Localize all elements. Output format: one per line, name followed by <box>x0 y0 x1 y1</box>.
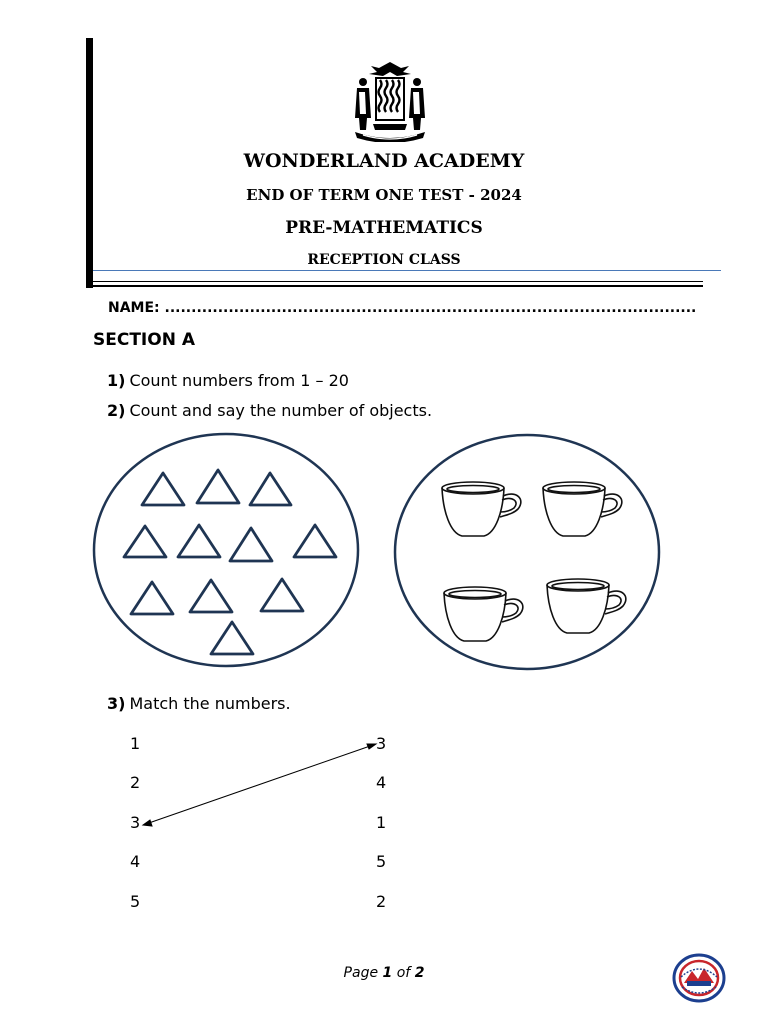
triangle-icon <box>261 579 303 611</box>
triangle-icon <box>211 622 253 654</box>
triangle-icon <box>131 582 173 614</box>
match-right-item: 3 <box>376 734 387 753</box>
cup-icon <box>442 482 521 536</box>
page-total: 2 <box>414 965 425 981</box>
page-of: of <box>392 965 415 981</box>
triangle-icon <box>178 525 220 557</box>
test-title: END OF TERM ONE TEST - 2024 <box>246 186 522 204</box>
school-name: WONDERLAND ACADEMY <box>243 150 525 172</box>
question-3 <box>107 694 291 713</box>
triangle-icon <box>230 528 272 561</box>
match-right-item: 1 <box>376 813 387 832</box>
match-left-item: 5 <box>130 892 141 911</box>
question-text: Match the numbers. <box>129 694 291 713</box>
name-dots: .................................................................................................... <box>164 300 697 316</box>
class-title: RECEPTION CLASS <box>307 252 461 268</box>
triangle-icon <box>197 470 239 503</box>
triangle-icon <box>124 526 166 557</box>
question-number: 2) <box>107 401 126 420</box>
cups-circle <box>395 435 659 669</box>
question-text: Count numbers from 1 – 20 <box>129 371 349 390</box>
subject-title: PRE-MATHEMATICS <box>285 218 483 238</box>
match-left-item: 3 <box>130 813 141 832</box>
match-left-item: 2 <box>130 773 141 792</box>
triangle-icon <box>190 580 232 612</box>
triangle-icon <box>142 473 184 505</box>
school-stamp-logo <box>672 953 726 1003</box>
matching-example-arrow <box>143 744 376 826</box>
page-prefix: Page <box>343 965 383 981</box>
name-label: NAME: <box>108 300 160 316</box>
triangles-circle <box>94 434 358 666</box>
cup-icon <box>547 579 626 633</box>
cup-icon <box>543 482 622 536</box>
cup-icon <box>444 587 523 641</box>
page-number <box>0 965 768 981</box>
section-heading: SECTION A <box>93 330 196 350</box>
match-left-item: 4 <box>130 852 141 871</box>
match-right-item: 2 <box>376 892 387 911</box>
page-current: 1 <box>382 965 393 981</box>
match-right-item: 5 <box>376 852 387 871</box>
match-right-item: 4 <box>376 773 387 792</box>
triangle-icon <box>250 473 291 505</box>
question-number: 3) <box>107 694 126 713</box>
question-number: 1) <box>107 371 126 390</box>
question-text: Count and say the number of objects. <box>129 401 433 420</box>
triangle-icon <box>294 525 336 557</box>
match-left-item: 1 <box>130 734 141 753</box>
